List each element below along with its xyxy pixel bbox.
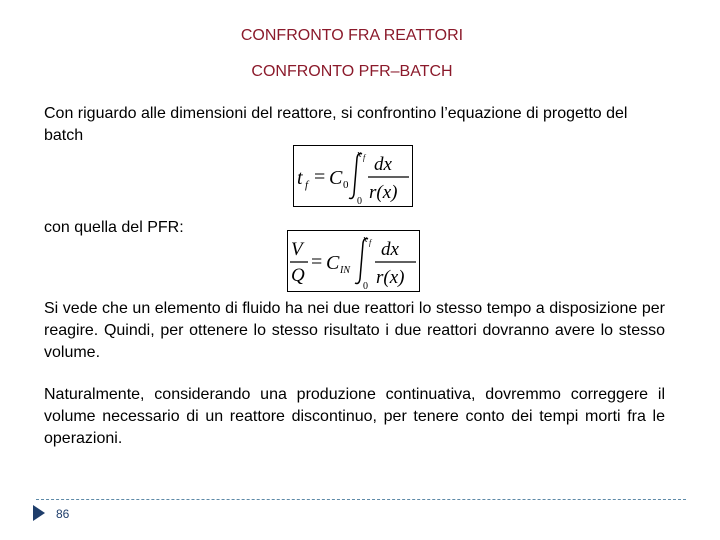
pfr-denominator: r(x) [376, 267, 405, 288]
batch-design-equation [293, 145, 413, 207]
footer-divider [36, 499, 686, 500]
pfr-numerator: dx [381, 239, 399, 260]
batch-int-upper: x [357, 149, 362, 160]
pfr-int-upper-sub: f [369, 238, 372, 247]
paragraph-same-time: Si vede che un elemento di fluido ha nei due reattori lo stesso tempo a disposizione per reagire. Quindi, per ottenere lo stesso risultato i due reattori dovranno avere lo stesso volume. [44, 300, 665, 361]
slide-title: CONFRONTO FRA REATTORI [240, 27, 464, 44]
batch-denominator: r(x) [369, 182, 398, 203]
paragraph-pfr: con quella del PFR: [44, 219, 184, 236]
pfr-lhs-numerator: V [291, 239, 303, 260]
pfr-lhs-denominator: Q [291, 265, 305, 286]
page-number: 86 [56, 507, 70, 521]
pfr-equals: = [311, 251, 323, 273]
batch-integral-sign [349, 154, 362, 199]
batch-lhs: t [297, 167, 303, 189]
pfr-int-upper: x [363, 234, 368, 245]
pfr-design-equation [287, 230, 420, 292]
batch-lhs-sub: f [305, 179, 309, 191]
batch-int-lower: 0 [357, 196, 362, 206]
batch-int-upper-sub: f [363, 153, 366, 162]
pfr-int-lower: 0 [363, 281, 368, 291]
pfr-coef-sub: IN [340, 265, 350, 276]
batch-coef-sub: 0 [343, 179, 349, 191]
slide-subtitle: CONFRONTO PFR–BATCH [251, 63, 453, 80]
batch-equals: = [314, 166, 326, 188]
pfr-coef: C [326, 252, 340, 274]
batch-coef: C [329, 167, 343, 189]
batch-numerator: dx [374, 154, 392, 175]
paragraph-naturally: Naturalmente, considerando una produzione continuativa, dovremmo correggere il volume necessario di un reattore discontinuo, per tenere conto dei tempi morti fra le operazioni. [44, 386, 665, 447]
paragraph-intro: Con riguardo alle dimensioni del reattore, si confrontino l’equazione di progetto del batch [44, 105, 628, 144]
pfr-integral-sign [355, 239, 368, 284]
page-arrow-icon [33, 505, 45, 521]
